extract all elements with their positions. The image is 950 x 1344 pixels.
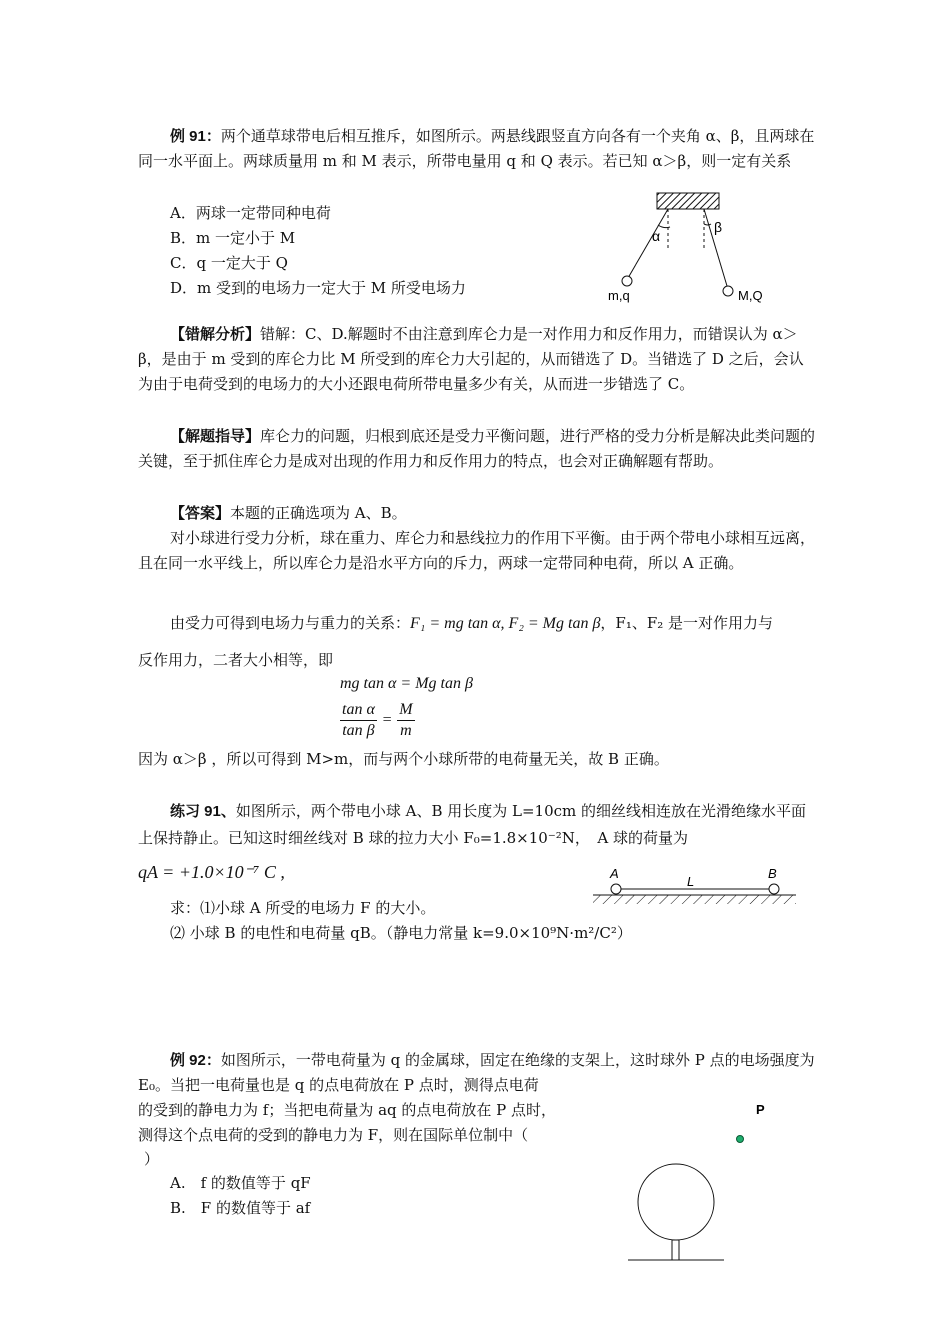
pendulum-figure xyxy=(600,188,780,306)
fraction-right-den: m xyxy=(400,722,412,739)
option-c: C．q 一定大于 Q xyxy=(170,254,288,272)
left-thread xyxy=(628,209,668,278)
fraction-left xyxy=(340,700,377,741)
example-91-body: 两个通草球带电后相互推斥，如图所示。两悬线跟竖直方向各有一个夹角 α、β，且两球在同一水平面上。两球质量用 m 和 M 表示，所带电量用 q 和 Q 表示。若已知 α＞β，则一定有关系 xyxy=(138,127,815,170)
example-92-line-3: 测得这个点电荷的受到的静电力为 F，则在国际单位制中（ xyxy=(138,1126,529,1144)
formula-forces: F₁ = mg tan α, F₂ = Mg tan β xyxy=(410,615,601,632)
guidance xyxy=(138,424,818,474)
practice-ask-2: ⑵ 小球 B 的电性和电荷量 qB。（静电力常量 k=9.0×10⁹N·m²/C²） xyxy=(170,924,632,942)
answer-para-2-mid: ，F₁、F₂ 是一对作用力与 xyxy=(600,614,774,632)
qa-value: qA = +1.0×10⁻⁷ C , xyxy=(138,862,285,882)
answer-para-2 xyxy=(170,611,773,636)
ball-b xyxy=(769,884,779,894)
metal-sphere xyxy=(638,1164,714,1240)
ball-M xyxy=(723,286,733,296)
point-p-label: P xyxy=(756,1102,765,1117)
label-a: A xyxy=(610,866,619,881)
beta-label: β xyxy=(714,219,723,235)
guidance-label: 【解题指导】 xyxy=(170,428,261,445)
error-analysis-label: 【错解分析】 xyxy=(170,326,261,343)
option-a: A．两球一定带同种电荷 xyxy=(170,204,331,222)
label-b: B xyxy=(768,866,777,881)
example-92-line-2: 的受到的静电力为 f；当把电荷量为 aq 的点电荷放在 P 点时， xyxy=(138,1101,557,1119)
ceiling-support xyxy=(657,193,719,209)
thread-balls-figure xyxy=(588,862,800,912)
answer-body: 本题的正确选项为 A、B。 xyxy=(230,504,407,522)
ground-hatch xyxy=(593,895,796,904)
ex92-option-b: B. F 的数值等于 af xyxy=(170,1199,311,1217)
point-p xyxy=(737,1136,744,1143)
answer-para-2-cont: 反作用力，二者大小相等，即 xyxy=(138,651,334,669)
metal-ball-figure xyxy=(620,1098,780,1278)
option-d: D．m 受到的电场力一定大于 M 所受电场力 xyxy=(170,279,466,297)
example-92-line-4: ） xyxy=(144,1150,160,1168)
equation-1: mg tan α = Mg tan β xyxy=(340,675,473,692)
equation-2-equals: = xyxy=(381,711,393,729)
error-analysis xyxy=(138,322,818,397)
ball-M-label: M,Q xyxy=(738,288,763,303)
option-b: B．m 一定小于 M xyxy=(170,229,296,247)
practice-91-body: 如图所示，两个带电小球 A、B 用长度为 L=10cm 的细丝线相连放在光滑绝缘水平面上保持静止。已知这时细丝线对 B 球的拉力大小 F₀=1.8×10⁻²N， A 球的荷量为 xyxy=(138,802,807,847)
example-91-text xyxy=(138,124,818,174)
answer-para-2-prefix: 由受力可得到电场力与重力的关系： xyxy=(170,614,411,632)
ex92-option-a: A. f 的数值等于 qF xyxy=(170,1174,311,1192)
equation-2 xyxy=(340,700,415,741)
example-92-label: 例 92： xyxy=(170,1052,221,1069)
example-91-label: 例 91： xyxy=(170,128,221,145)
fraction-left-den: tan β xyxy=(342,722,375,739)
beta-arc xyxy=(704,224,711,225)
fraction-right-num: M xyxy=(397,700,414,721)
insulating-stand xyxy=(672,1240,679,1260)
example-92-body: 如图所示，一带电荷量为 q 的金属球，固定在绝缘的支架上，这时球外 P 点的电场强度为 E₀。当把一电荷量也是 q 的点电荷放在 P 点时，测得点电荷 xyxy=(138,1051,815,1094)
answer-line xyxy=(138,501,818,526)
practice-ask-1: 求：⑴小球 A 所受的电场力 F 的大小。 xyxy=(170,899,436,917)
example-92 xyxy=(138,1048,818,1098)
practice-91 xyxy=(138,798,818,851)
ball-a xyxy=(611,884,621,894)
answer-para-1: 对小球进行受力分析，球在重力、库仑力和悬线拉力的作用下平衡。由于两个带电小球相互远离，且在同一水平线上，所以库仑力是沿水平方向的斥力，两球一定带同种电荷，所以 A 正确。 xyxy=(138,529,816,572)
error-analysis-body: 错解：C、D.解题时不由注意到库仑力是一对作用力和反作用力，而错误认为 α＞β，是由于 m 受到的库仑力比 M 所受到的库仑力大引起的，从而错选了 D。当错选了 D 之后，会认为由于电荷受到的电场力的大小还跟电荷所带电量多少有关，从而进一步错选了 C。 xyxy=(138,325,804,393)
answer-label: 【答案】 xyxy=(170,505,231,522)
answer-conclusion: 因为 α＞β ，所以可得到 M>m，而与两个小球所带的电荷量无关，故 B 正确。 xyxy=(138,750,669,768)
fraction-left-num: tan α xyxy=(340,700,377,721)
ball-m xyxy=(622,276,632,286)
practice-91-label: 练习 91、 xyxy=(170,803,236,820)
label-l: L xyxy=(687,874,695,889)
alpha-label: α xyxy=(652,228,661,244)
ball-m-label: m,q xyxy=(608,288,630,303)
guidance-body: 库仑力的问题，归根到底还是受力平衡问题，进行严格的受力分析是解决此类问题的关键，至于抓住库仑力是成对出现的作用力和反作用力的特点，也会对正确解题有帮助。 xyxy=(138,427,816,470)
fraction-right xyxy=(397,700,414,741)
